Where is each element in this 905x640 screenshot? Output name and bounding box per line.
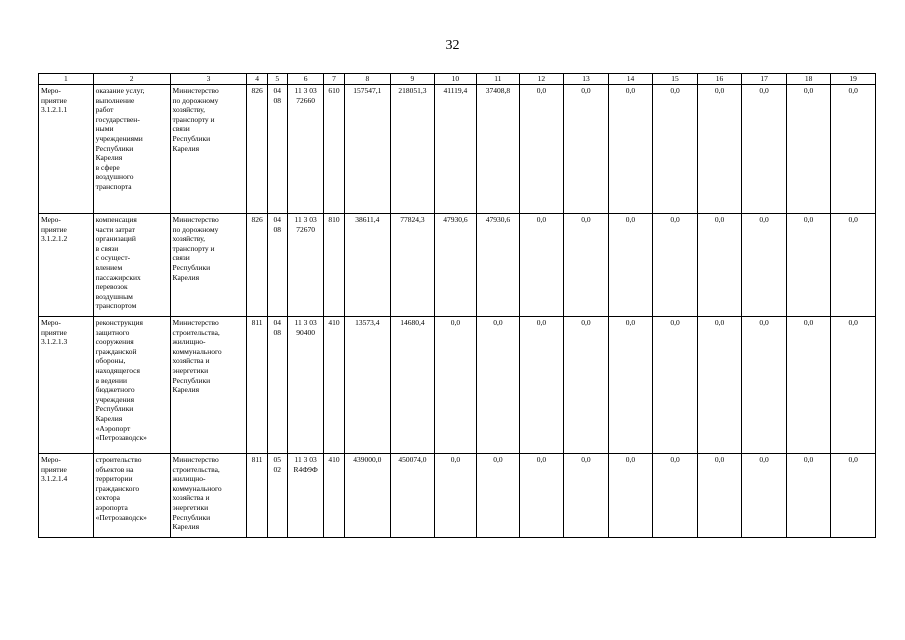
amount-cell: 0,0 xyxy=(477,317,520,454)
header-cell: 18 xyxy=(786,74,831,85)
measure-title-cell: строительство объектов на территории гражданского сектора аэропорта «Петрозаводск» xyxy=(93,454,170,538)
budget-table xyxy=(38,73,876,538)
amount-cell: 47930,6 xyxy=(477,214,520,317)
measure-code-cell: Меро- приятие 3.1.2.1.1 xyxy=(39,85,94,214)
table-row xyxy=(39,317,876,454)
responsible-cell: Министерство строительства, жилищно- коммунального хозяйства и энергетики Республики Карелия xyxy=(170,454,247,538)
amount-cell: 0,0 xyxy=(564,85,609,214)
amount-cell: 0,0 xyxy=(653,317,698,454)
rzpr-cell: 05 02 xyxy=(267,454,287,538)
amount-cell: 0,0 xyxy=(564,214,609,317)
responsible-cell: Министерство по дорожному хозяйству, транспорту и связи Республики Карелия xyxy=(170,85,247,214)
header-cell: 5 xyxy=(267,74,287,85)
amount-cell: 0,0 xyxy=(786,214,831,317)
amount-cell: 13573,4 xyxy=(344,317,391,454)
amount-cell: 0,0 xyxy=(742,85,787,214)
amount-cell: 0,0 xyxy=(434,317,477,454)
header-cell: 2 xyxy=(93,74,170,85)
amount-cell: 41119,4 xyxy=(434,85,477,214)
amount-cell: 0,0 xyxy=(519,317,564,454)
measure-title-cell: компенсация части затрат организаций в связи с осущест- влением пассажирских перевозок воздушным транспортом xyxy=(93,214,170,317)
grbs-cell: 811 xyxy=(247,454,267,538)
header-cell: 3 xyxy=(170,74,247,85)
amount-cell: 0,0 xyxy=(434,454,477,538)
amount-cell: 0,0 xyxy=(786,85,831,214)
amount-cell: 0,0 xyxy=(742,454,787,538)
amount-cell: 0,0 xyxy=(519,454,564,538)
amount-cell: 0,0 xyxy=(786,317,831,454)
amount-cell: 0,0 xyxy=(831,317,876,454)
responsible-cell: Министерство по дорожному хозяйству, транспорту и связи Республики Карелия xyxy=(170,214,247,317)
amount-cell: 0,0 xyxy=(608,85,653,214)
rzpr-cell: 04 08 xyxy=(267,85,287,214)
amount-cell: 0,0 xyxy=(608,214,653,317)
header-cell: 15 xyxy=(653,74,698,85)
table-row xyxy=(39,85,876,214)
measure-title-cell: оказание услуг, выполнение работ государствен- ными учреждениями Республики Карелия в сфере воздушного транспорта xyxy=(93,85,170,214)
amount-cell: 0,0 xyxy=(831,85,876,214)
amount-cell: 0,0 xyxy=(742,214,787,317)
amount-cell: 0,0 xyxy=(786,454,831,538)
amount-cell: 0,0 xyxy=(653,454,698,538)
amount-cell: 0,0 xyxy=(477,454,520,538)
amount-cell: 157547,1 xyxy=(344,85,391,214)
amount-cell: 0,0 xyxy=(519,214,564,317)
rzpr-cell: 04 08 xyxy=(267,317,287,454)
rzpr-cell: 04 08 xyxy=(267,214,287,317)
amount-cell: 37408,8 xyxy=(477,85,520,214)
vr-cell: 410 xyxy=(324,454,344,538)
measure-title-cell: реконструкция защитного сооружения гражданской обороны, находящегося в ведении бюджетного учреждения Республики Карелия «Аэропорт «Петрозаводск» xyxy=(93,317,170,454)
amount-cell: 77824,3 xyxy=(391,214,435,317)
measure-code-cell: Меро- приятие 3.1.2.1.4 xyxy=(39,454,94,538)
amount-cell: 0,0 xyxy=(608,454,653,538)
csr-cell: 11 3 03 72670 xyxy=(287,214,323,317)
amount-cell: 0,0 xyxy=(831,454,876,538)
header-row xyxy=(39,74,876,85)
measure-code-cell: Меро- приятие 3.1.2.1.2 xyxy=(39,214,94,317)
grbs-cell: 826 xyxy=(247,214,267,317)
header-cell: 19 xyxy=(831,74,876,85)
amount-cell: 0,0 xyxy=(653,214,698,317)
header-cell: 16 xyxy=(697,74,742,85)
amount-cell: 0,0 xyxy=(653,85,698,214)
table-row xyxy=(39,454,876,538)
amount-cell: 38611,4 xyxy=(344,214,391,317)
header-cell: 4 xyxy=(247,74,267,85)
amount-cell: 0,0 xyxy=(519,85,564,214)
amount-cell: 0,0 xyxy=(742,317,787,454)
header-cell: 17 xyxy=(742,74,787,85)
header-cell: 12 xyxy=(519,74,564,85)
header-cell: 14 xyxy=(608,74,653,85)
table-row xyxy=(39,214,876,317)
csr-cell: 11 3 03 72660 xyxy=(287,85,323,214)
vr-cell: 410 xyxy=(324,317,344,454)
amount-cell: 0,0 xyxy=(697,85,742,214)
amount-cell: 0,0 xyxy=(608,317,653,454)
csr-cell: 11 3 03 R4Ф9Ф xyxy=(287,454,323,538)
amount-cell: 218051,3 xyxy=(391,85,435,214)
amount-cell: 0,0 xyxy=(697,454,742,538)
header-cell: 13 xyxy=(564,74,609,85)
header-cell: 1 xyxy=(39,74,94,85)
responsible-cell: Министерство строительства, жилищно- коммунального хозяйства и энергетики Республики Карелия xyxy=(170,317,247,454)
amount-cell: 14680,4 xyxy=(391,317,435,454)
amount-cell: 0,0 xyxy=(564,317,609,454)
grbs-cell: 826 xyxy=(247,85,267,214)
vr-cell: 610 xyxy=(324,85,344,214)
measure-code-cell: Меро- приятие 3.1.2.1.3 xyxy=(39,317,94,454)
amount-cell: 0,0 xyxy=(831,214,876,317)
header-cell: 9 xyxy=(391,74,435,85)
header-cell: 10 xyxy=(434,74,477,85)
header-cell: 8 xyxy=(344,74,391,85)
amount-cell: 0,0 xyxy=(564,454,609,538)
csr-cell: 11 3 03 90400 xyxy=(287,317,323,454)
page-number: 32 xyxy=(445,38,460,53)
amount-cell: 439000,0 xyxy=(344,454,391,538)
grbs-cell: 811 xyxy=(247,317,267,454)
amount-cell: 450074,0 xyxy=(391,454,435,538)
amount-cell: 0,0 xyxy=(697,214,742,317)
amount-cell: 47930,6 xyxy=(434,214,477,317)
header-cell: 6 xyxy=(287,74,323,85)
header-cell: 7 xyxy=(324,74,344,85)
amount-cell: 0,0 xyxy=(697,317,742,454)
header-cell: 11 xyxy=(477,74,520,85)
vr-cell: 810 xyxy=(324,214,344,317)
